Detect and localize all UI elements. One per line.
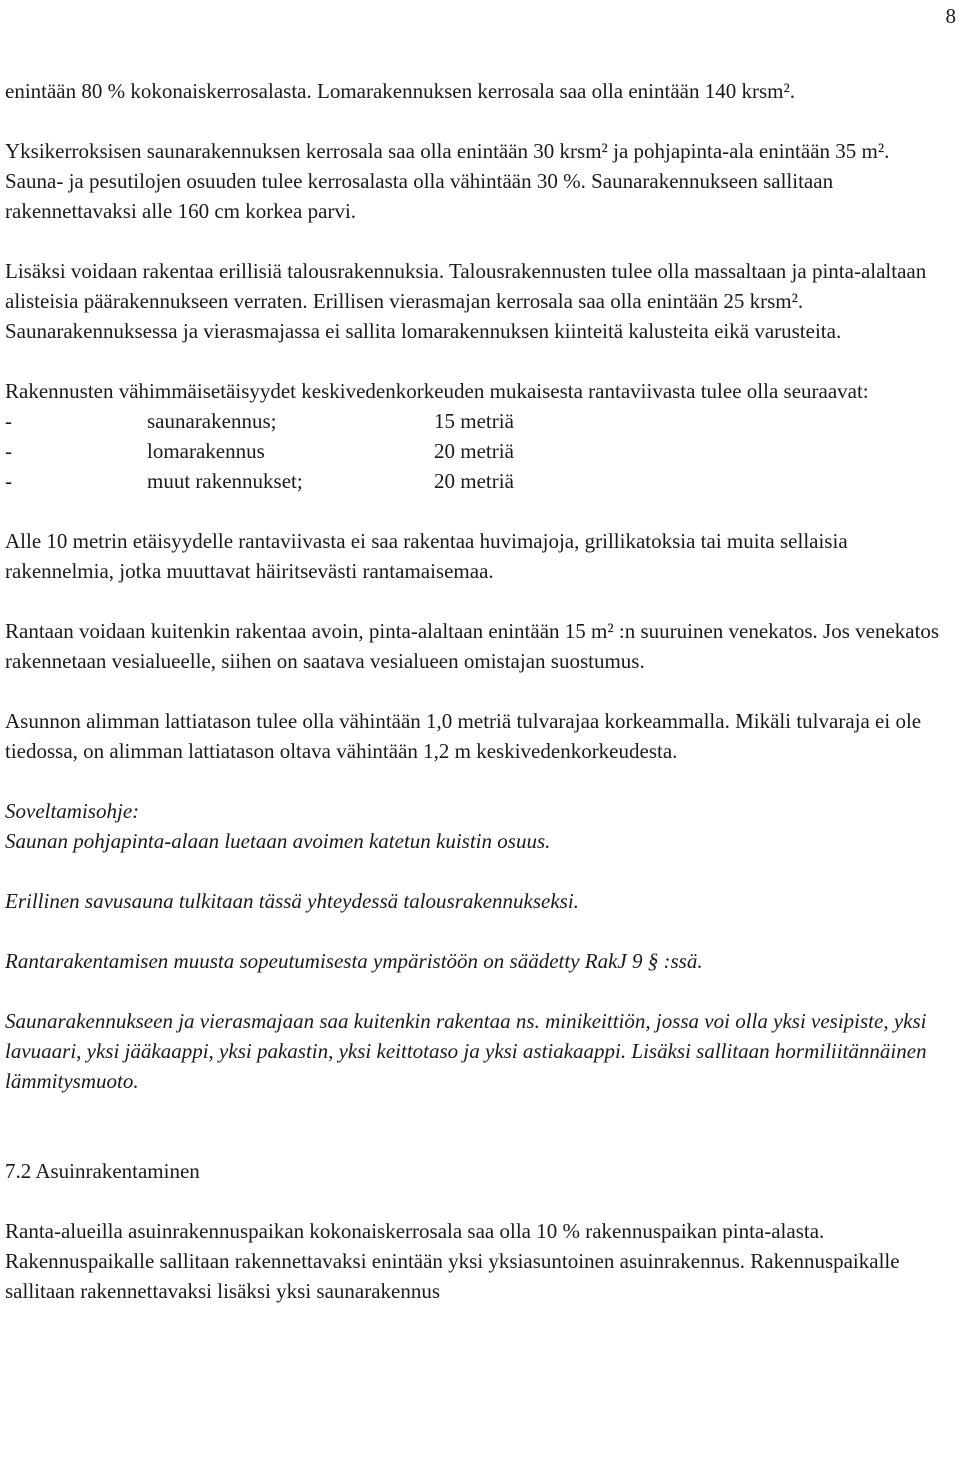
paragraph-boathouse: Rantaan voidaan kuitenkin rakentaa avoin, pinta-alaltaan enintään 15 m² :n suuruinen venekatos. Jos venekatos rakennetaan vesialueelle, siihen on saatava vesialueen omistajan suostumus. <box>5 619 940 673</box>
guidance-regulation-suffix: :ssä. <box>663 949 703 973</box>
list-item <box>5 436 950 466</box>
document-body <box>5 76 950 1306</box>
minimum-distance: 20 metriä <box>434 469 514 493</box>
paragraph-outbuildings: Lisäksi voidaan rakentaa erillisiä talousrakennuksia. Talousrakennusten tulee olla massaltaan ja pinta-alaltaan alisteisia päärakennukseen verraten. Erillisen vierasmajan kerrosala saa olla enintään 25 krsm². Saunarakennuksessa ja vierasmajassa ei sallita lomarakennuksen kiinteitä kalusteita eikä varusteita. <box>5 259 927 343</box>
guidance-kitchenette: Saunarakennukseen ja vierasmajaan saa kuitenkin rakentaa ns. minikeittiön, jossa voi olla yksi vesipiste, yksi lavuaari, yksi jääkaappi, yksi pakastin, yksi keittotaso ja yksi astiakaappi. Lisäksi sallitaan hormiliitännäinen lämmitysmuoto. <box>5 1009 927 1093</box>
section-sign-icon: § <box>647 949 659 973</box>
guidance-porch: Saunan pohjapinta-alaan luetaan avoimen katetun kuistin osuus. <box>5 829 551 853</box>
building-type: saunarakennus; <box>147 409 277 433</box>
guidance-heading: Soveltamisohje: <box>5 799 140 823</box>
building-type: muut rakennukset; <box>147 469 303 493</box>
guidance-regulation-reference <box>5 946 950 976</box>
section-heading: 7.2 Asuinrakentaminen <box>5 1159 200 1183</box>
paragraph-shore-structures: Alle 10 metrin etäisyydelle rantaviivasta ei saa rakentaa huvimajoja, grillikatoksia tai muita sellaisia rakennelmia, jotka muuttavat häiritsevästi rantamaisemaa. <box>5 529 848 583</box>
list-dash: - <box>5 439 12 463</box>
minimum-distance: 20 metriä <box>434 439 514 463</box>
shore-distance-list <box>5 406 950 496</box>
list-item <box>5 406 950 436</box>
guidance-regulation-text: Rantarakentamisen muusta sopeutumisesta ympäristöön on säädetty RakJ 9 <box>5 949 643 973</box>
paragraph-shore-distances-intro: Rakennusten vähimmäisetäisyydet keskivedenkorkeuden mukaisesta rantaviivasta tulee olla seuraavat: <box>5 379 869 403</box>
guidance-smoke-sauna: Erillinen savusauna tulkitaan tässä yhteydessä talousrakennukseksi. <box>5 889 579 913</box>
building-type: lomarakennus <box>147 439 265 463</box>
paragraph-floor-area-limits: enintään 80 % kokonaiskerrosalasta. Lomarakennuksen kerrosala saa olla enintään 140 krsm². <box>5 79 796 103</box>
paragraph-sauna-building: Yksikerroksisen saunarakennuksen kerrosala saa olla enintään 30 krsm² ja pohjapinta-ala enintään 35 m². Sauna- ja pesutilojen osuuden tulee kerrosalasta olla vähintään 30 %. Saunarakennukseen sallitaan rakennettavaksi alle 160 cm korkea parvi. <box>5 139 890 223</box>
list-dash: - <box>5 469 12 493</box>
minimum-distance: 15 metriä <box>434 409 514 433</box>
paragraph-residential-building: Ranta-alueilla asuinrakennuspaikan kokonaiskerrosala saa olla 10 % rakennuspaikan pinta-alasta. Rakennuspaikalle sallitaan rakennettavaksi enintään yksi yksiasuntoinen asuinrakennus. Rakennuspaikalle sallitaan rakennettavaksi lisäksi yksi saunarakennus <box>5 1219 900 1303</box>
paragraph-floor-level: Asunnon alimman lattiatason tulee olla vähintään 1,0 metriä tulvarajaa korkeammalla. Mikäli tulvaraja ei ole tiedossa, on alimman lattiatason oltava vähintään 1,2 m keskivedenkorkeudesta. <box>5 709 922 763</box>
list-item <box>5 466 950 496</box>
page-number: 8 <box>945 4 956 28</box>
list-dash: - <box>5 409 12 433</box>
